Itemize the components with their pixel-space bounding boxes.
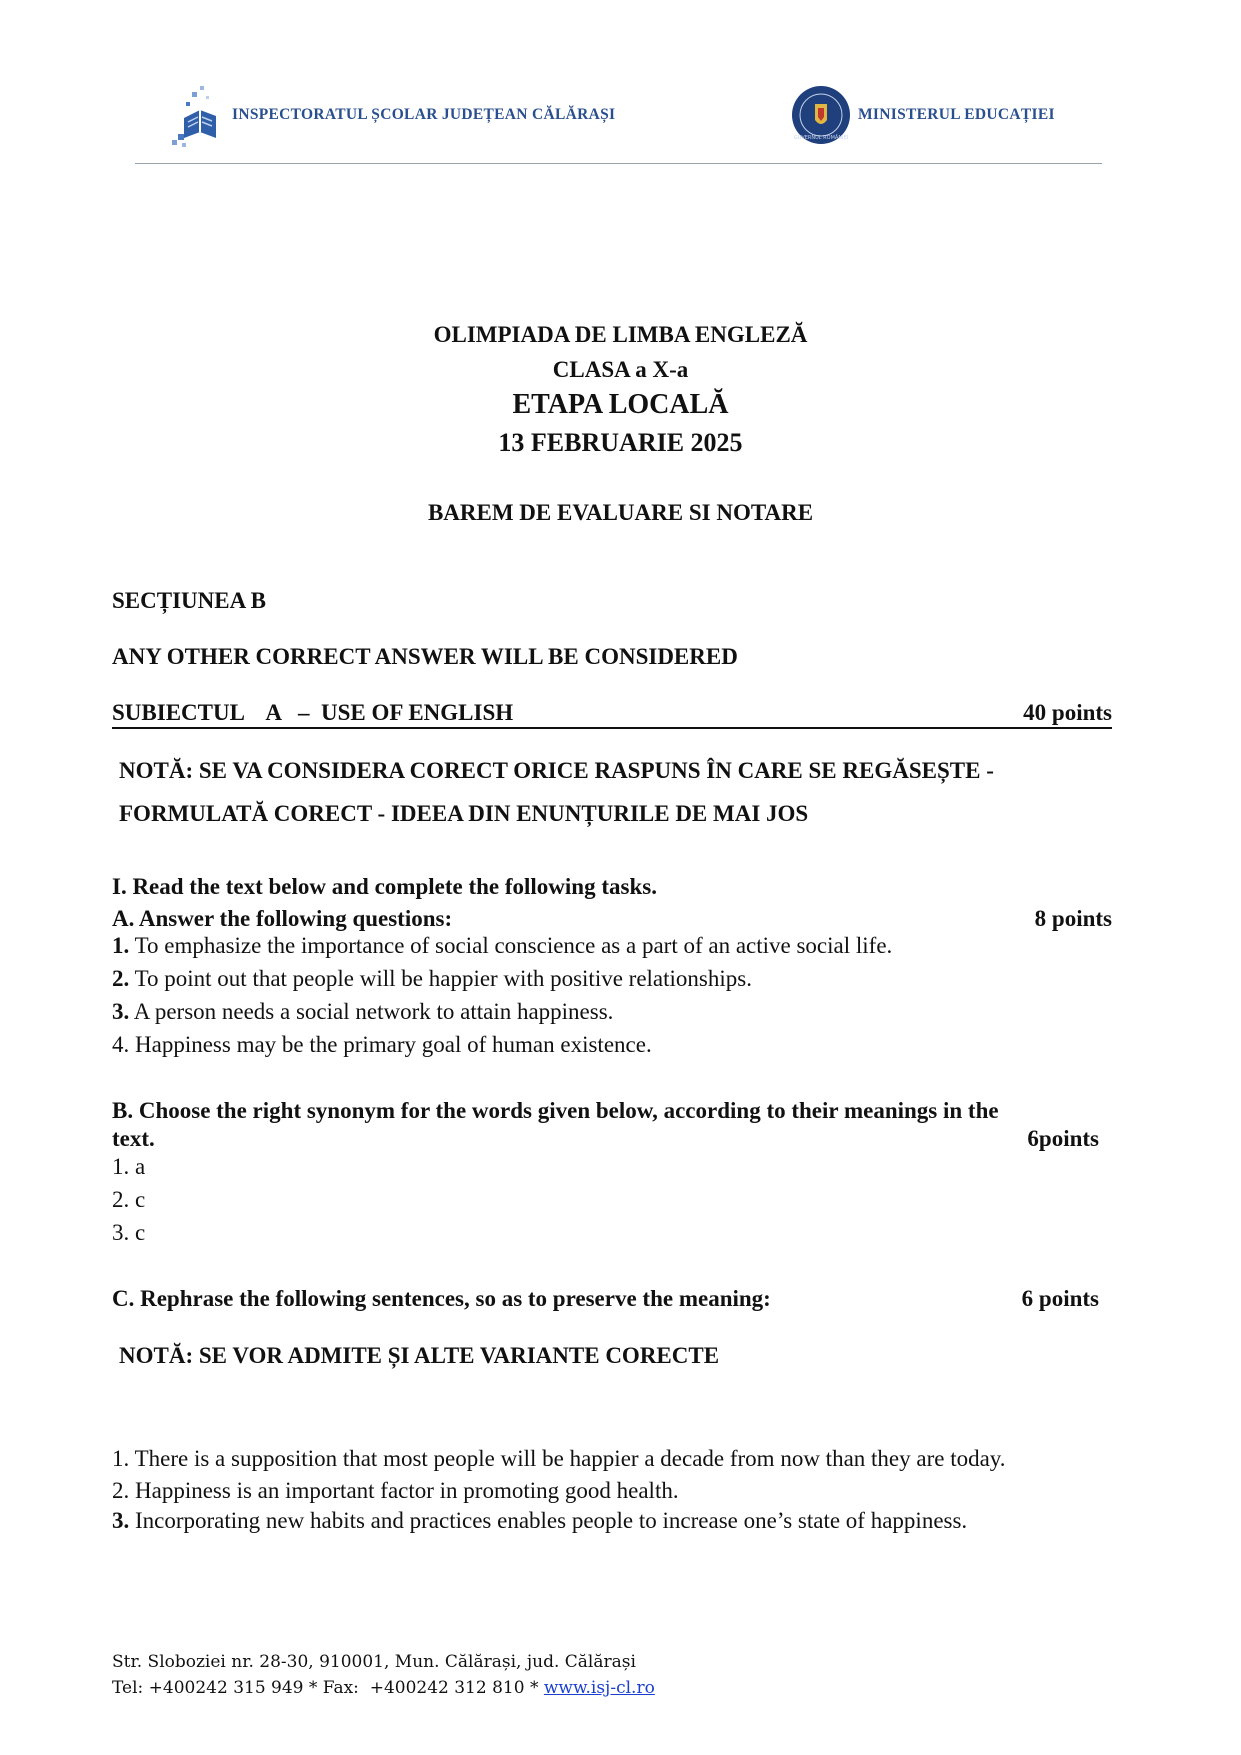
answer-c2 [112,1477,679,1505]
romania-seal-icon [790,84,852,146]
title-class: CLASA a X-a [552,357,689,382]
answer-a3 [112,998,613,1026]
footer-phone-fax: Tel: +400242 315 949 * Fax: +400242 312 810 * [112,1678,544,1698]
answer-a4 [112,1031,652,1059]
answer-text: A person needs a social network to attain happiness. [129,999,614,1024]
any-answer-notice: ANY OTHER CORRECT ANSWER WILL BE CONSIDERED [112,644,738,669]
answer-number: 2. [112,966,130,991]
answer-b2: 2. c [112,1187,146,1212]
answer-text: There is a supposition that most people will be happier a decade from now than they are today. [129,1446,1006,1471]
answer-c1 [112,1445,1006,1473]
part-c-points: 6 points [1021,1286,1099,1311]
answer-number: 3. [112,1508,130,1533]
answer-number: 1. [112,1446,130,1471]
answer-number: 2. [112,1478,130,1503]
part-b-heading-line-2: text. [112,1126,155,1151]
section-heading: SECȚIUNEA B [112,588,267,613]
nota-line-2: FORMULATĂ CORECT - IDEEA DIN ENUNȚURILE DE MAI JOS [119,801,809,826]
answer-number: 1. [112,933,130,958]
answer-text: Happiness is an important factor in promoting good health. [129,1478,679,1503]
part-a-heading: A. Answer the following questions: [112,906,453,931]
answer-text: To emphasize the importance of social conscience as a part of an active social life. [129,933,893,958]
part-b-heading-line-1: B. Choose the right synonym for the words given below, according to their meanings in the [112,1098,999,1123]
footer-address: Str. Sloboziei nr. 28-30, 910001, Mun. Călărași, jud. Călărași [112,1652,636,1672]
answer-text: Happiness may be the primary goal of human existence. [129,1032,652,1057]
answer-b3: 3. c [112,1220,146,1245]
subject-a-label: SUBIECTUL A – USE OF ENGLISH [112,700,514,725]
answer-c3 [112,1507,967,1535]
ministry-logo-text: MINISTERUL EDUCAȚIEI [858,106,1055,123]
answer-number: 4. [112,1032,130,1057]
answer-a1 [112,932,892,960]
part-1-heading: I. Read the text below and complete the following tasks. [112,874,657,899]
grading-scheme-title: BAREM DE EVALUARE SI NOTARE [427,500,814,525]
answer-number: 3. [112,999,130,1024]
nota-line-1: NOTĂ: SE VA CONSIDERA CORECT ORICE RASPUNS ÎN CARE SE REGĂSEȘTE - [119,758,994,783]
isj-book-icon [170,80,230,150]
subject-a-row [112,699,1112,729]
part-a-points: 8 points [1034,906,1112,931]
isj-logo-text: INSPECTORATUL ȘCOLAR JUDEȚEAN CĂLĂRAȘI [232,106,616,123]
seal-text: GUVERNUL ROMÂNIEI [793,135,849,141]
title-stage: ETAPA LOCALĂ [512,389,729,420]
answer-b1: 1. a [112,1154,146,1179]
answer-a2 [112,965,752,993]
subject-a-points: 40 points [1023,700,1112,725]
part-c-nota: NOTĂ: SE VOR ADMITE ȘI ALTE VARIANTE CORECTE [119,1343,720,1368]
part-b-row [112,1125,1099,1153]
answer-text: Incorporating new habits and practices enables people to increase one’s state of happiness. [129,1508,968,1533]
title-date: 13 FEBRUARIE 2025 [498,428,743,457]
website-link[interactable]: www.isj-cl.ro [543,1678,655,1698]
header-divider [135,163,1102,164]
title-olympiad: OLIMPIADA DE LIMBA ENGLEZĂ [433,322,808,347]
part-c-heading: C. Rephrase the following sentences, so as to preserve the meaning: [112,1286,771,1311]
part-b-points: 6points [1027,1126,1099,1151]
part-c-row [112,1285,1099,1313]
footer-contact [112,1675,655,1701]
answer-text: To point out that people will be happier with positive relationships. [129,966,752,991]
part-a-row [112,905,1112,933]
